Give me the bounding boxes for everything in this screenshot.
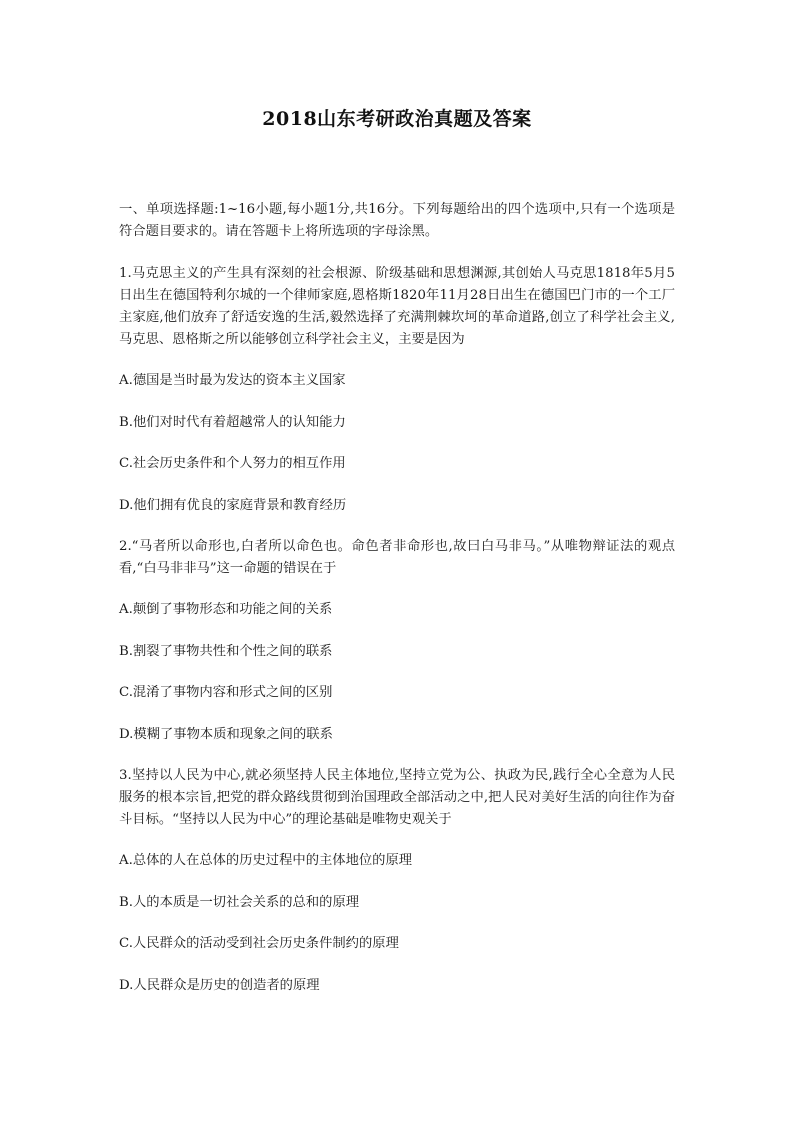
document-body xyxy=(119,199,675,1016)
option-d: D.他们拥有优良的家庭背景和教育经历 xyxy=(119,497,347,513)
option-a: A.德国是当时最为发达的资本主义国家 xyxy=(119,373,346,388)
question-stem: 3.坚持以人民为中心,就必须坚持人民主体地位,坚持立党为公、执政为民,践行全心全意为人民服务的根本宗旨,把党的群众路线贯彻到治国理政全部活动之中,把人民对美好生活的向往作为奋斗目标。“坚持以人民为中心”的理论基础是唯物史观关于 xyxy=(119,768,675,827)
option-a: A.颠倒了事物形态和功能之间的关系 xyxy=(119,602,333,617)
question-stem: 2.“马者所以命形也,白者所以命色也。命色者非命形也,故曰白马非马。”从唯物辩证法的观点看,“白马非非马”这一命题的错误在于 xyxy=(119,539,675,576)
option-b: B.他们对时代有着超越常人的认知能力 xyxy=(119,414,346,430)
page-title: 2018山东考研政治真题及答案 xyxy=(262,108,532,130)
option-c: C.混淆了事物内容和形式之间的区别 xyxy=(119,685,333,700)
question-1 xyxy=(119,263,675,517)
question-3 xyxy=(119,765,675,997)
option-c: C.人民群众的活动受到社会历史条件制约的原理 xyxy=(119,936,399,951)
question-2 xyxy=(119,536,675,746)
section-intro: 一、单项选择题:1~16小题,每小题1分,共16分。下列每题给出的四个选项中,只有一个选项是符合题目要求的。请在答题卡上将所选项的字母涂黑。 xyxy=(119,202,675,239)
question-stem: 1.马克思主义的产生具有深刻的社会根源、阶级基础和思想渊源,其创始人马克思1818年5月5日出生在德国特利尔城的一个律师家庭,恩格斯1820年11月28日出生在德国巴门市的一个工厂主家庭,他们放弃了舒适安逸的生活,毅然选择了充满荆棘坎坷的革命道路,创立了科学社会主义,马克思、恩格斯之所以能够创立科学社会主义，主要是因为 xyxy=(119,266,675,347)
option-a: A.总体的人在总体的历史过程中的主体地位的原理 xyxy=(119,853,413,868)
option-b: B.人的本质是一切社会关系的总和的原理 xyxy=(119,894,360,910)
option-c: C.社会历史条件和个人努力的相互作用 xyxy=(119,456,346,471)
option-b: B.割裂了事物共性和个性之间的联系 xyxy=(119,643,333,659)
option-d: D.人民群众是历史的创造者的原理 xyxy=(119,977,320,993)
option-d: D.模糊了事物本质和现象之间的联系 xyxy=(119,726,333,742)
